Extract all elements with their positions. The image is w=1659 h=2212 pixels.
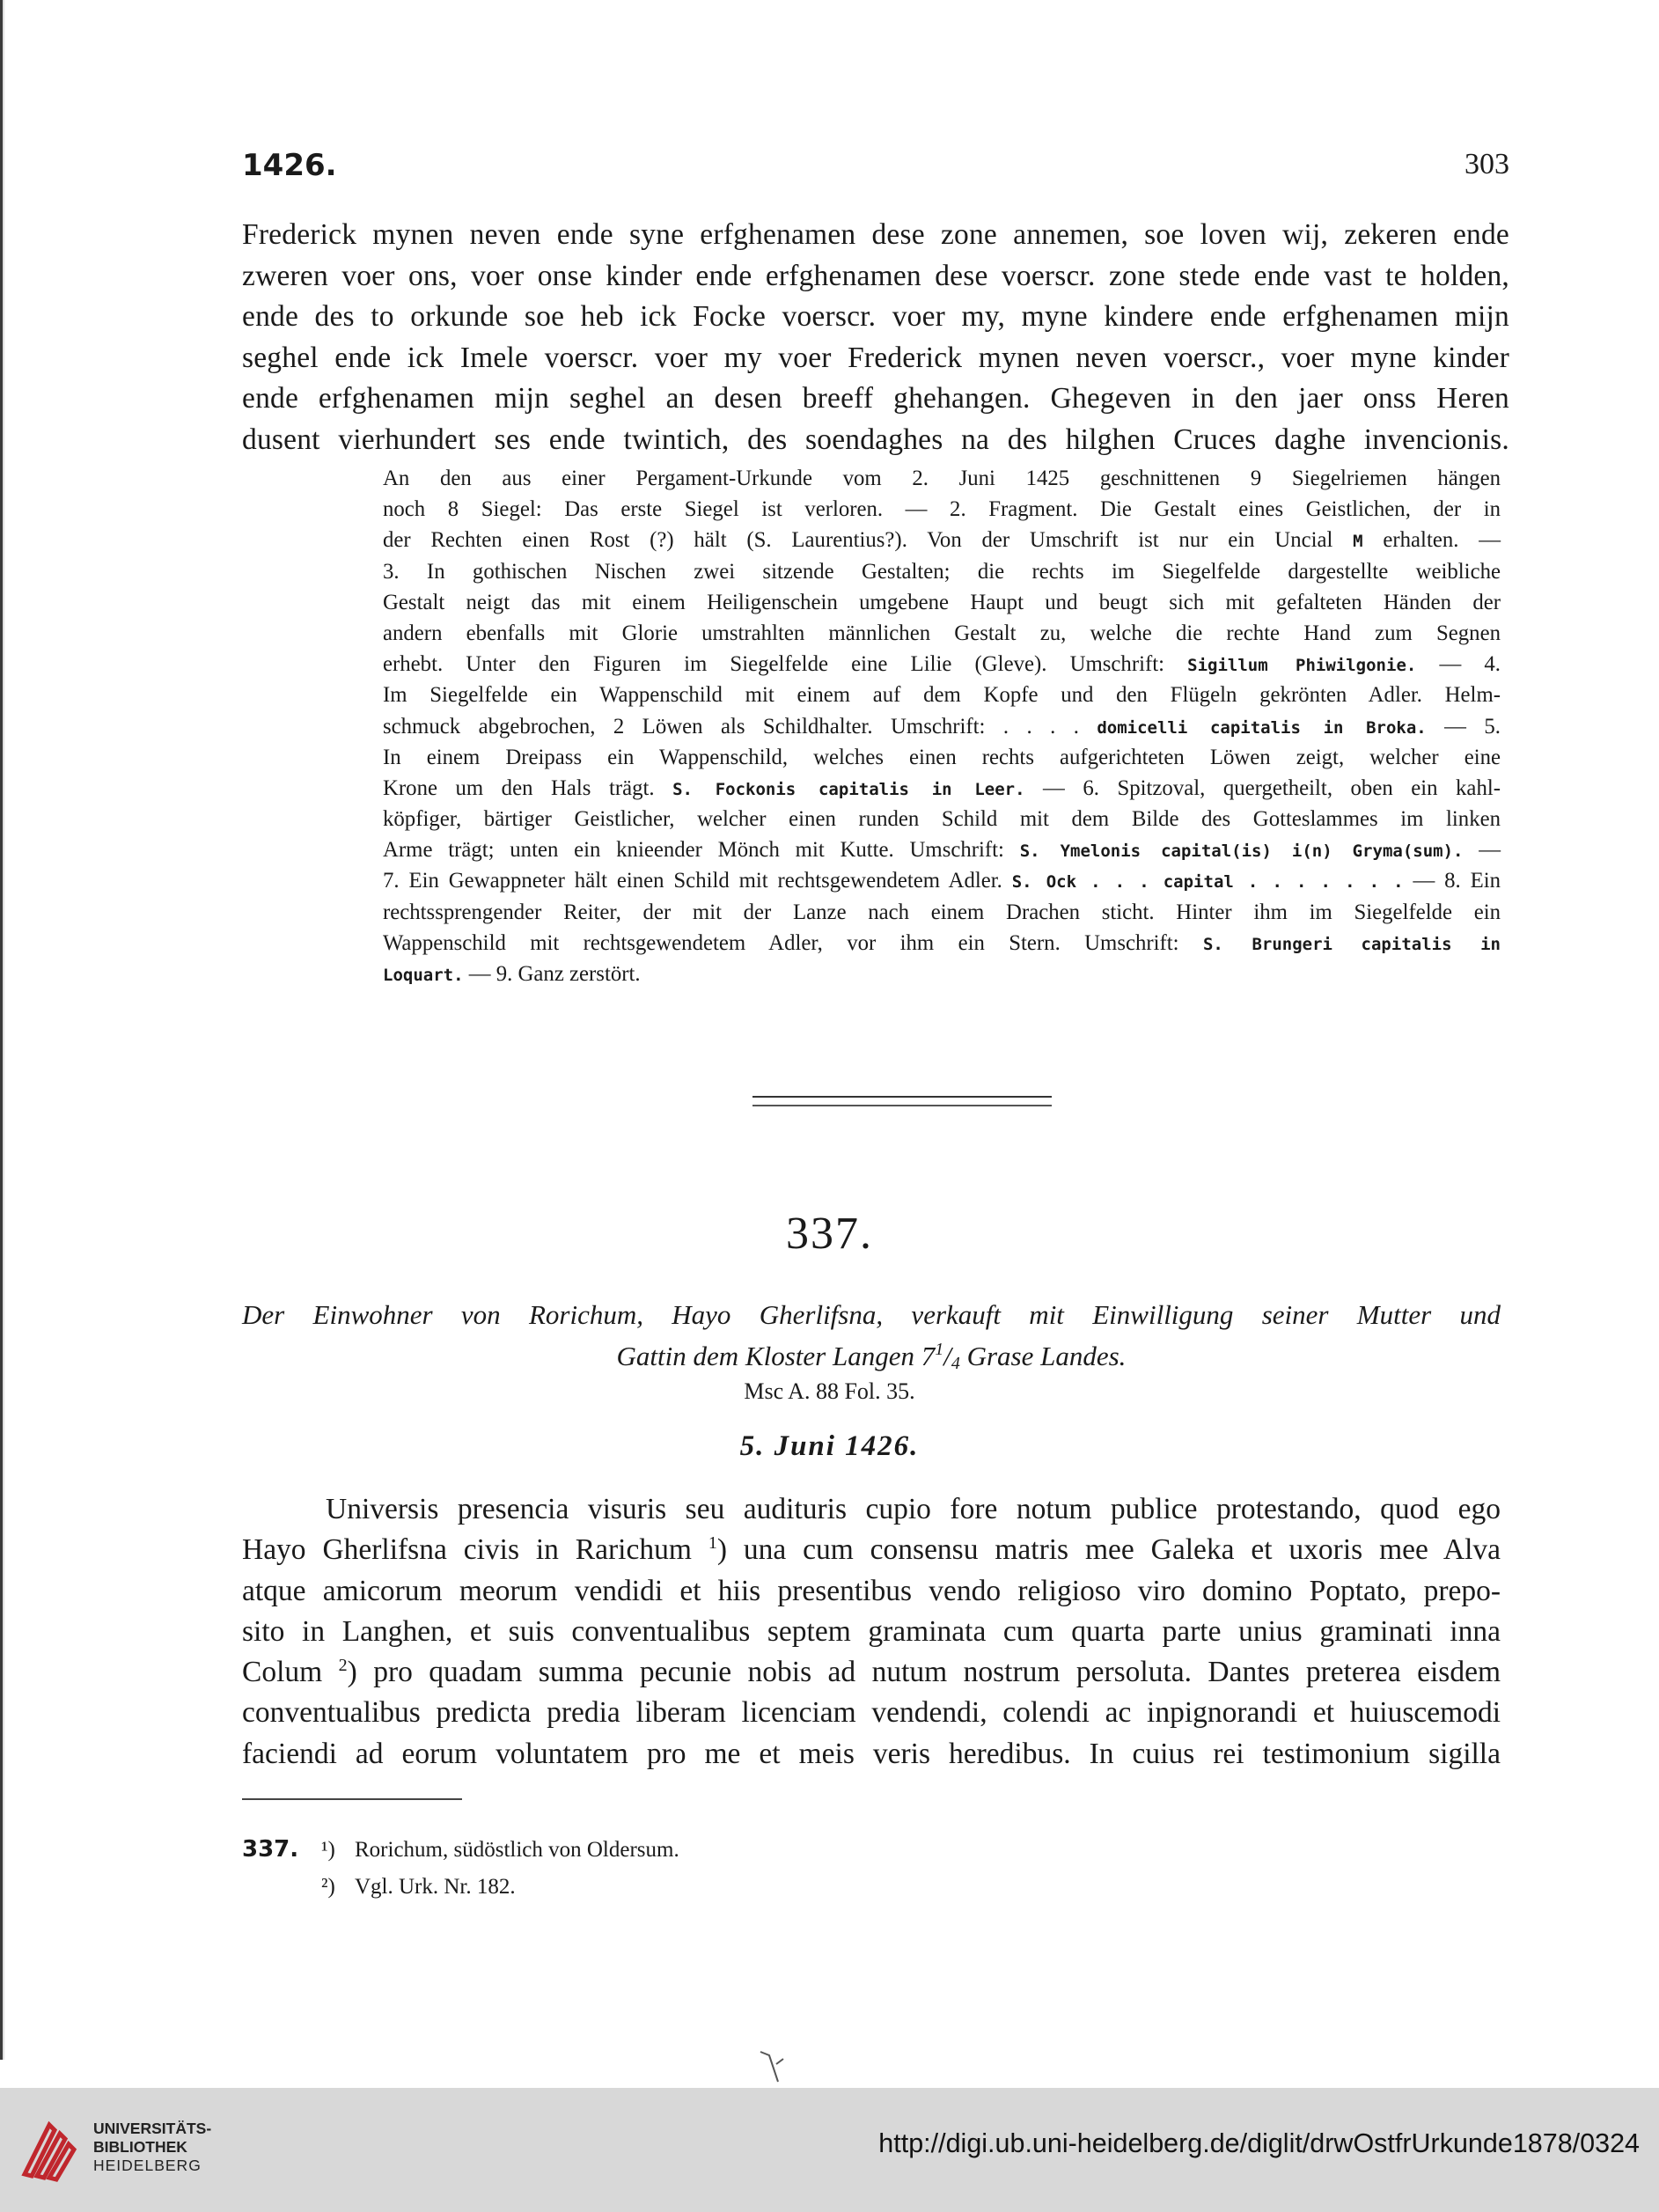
footnote-ref: 2 [338,1656,348,1676]
text-line: ende des to orkunde soe heb ick Focke voerscr. voer my, myne kindere ende erfghenamen mijn [242,300,1509,333]
legend-text: M [1353,532,1363,552]
document-regest [242,1294,1501,1385]
legend-text: S. Fockonis capitalis in Leer. [672,779,1025,799]
legend-text: S. Ock . . . capital . . . . . . . [1011,872,1404,893]
note-text: — 8. Ein [1413,869,1501,893]
text-line: dusent vierhundert ses ende twintich, des soendaghes na des hilghen Cruces daghe invencionis. [242,423,1509,456]
footnotes [242,1831,679,1906]
seal-description-note [383,463,1501,989]
continuation-text [242,215,1509,460]
document-number: 337. [786,1209,873,1259]
note-line: noch 8 Siegel: Das erste Siegel ist verloren. — 2. Fragment. Die Gestalt eines Geistlichen, der in [383,497,1501,522]
text-line: zweren voer ons, voer onse kinder ende erfghenamen dese voerscr. zone stede ende vast te holden, [242,259,1509,292]
text-line: ende erfghenamen mijn seghel an desen breeff ghehangen. Ghegeven in den jaer onss Heren [242,382,1509,415]
permalink-url[interactable]: http://digi.ub.uni-heidelberg.de/diglit/drwOstfrUrkunde1878/0324 [878,2128,1640,2158]
note-line [383,865,1501,896]
regest-text: Gattin dem Kloster Langen 7 [616,1341,936,1371]
note-text: erhebt. Unter den Figuren im Siegelfelde eine Lilie (Gleve). Umschrift: [383,652,1165,677]
page-number: 303 [1464,148,1509,180]
note-line [383,649,1501,680]
note-line [383,834,1501,865]
body-text: Colum [242,1656,323,1689]
document-date: 5. Juni 1426. [739,1430,920,1462]
body-line [242,1530,1501,1570]
note-text: erhalten. — [1383,528,1501,553]
legend-text: Loquart. [383,966,464,985]
footnote-text: Rorichum, südöstlich von Oldersum. [355,1838,679,1862]
note-line [383,711,1501,742]
legend-text: S. Brungeri capitalis in [1202,934,1501,954]
body-line [242,1652,1501,1693]
note-text: Krone um den Hals trägt. [383,775,655,800]
note-text: Wappenschild mit rechtsgewendetem Adler, vor ihm ein Stern. Umschrift: [383,930,1179,955]
body-text: Hayo Gherlifsna civis in Rarichum [242,1533,692,1567]
library-name-line: BIBLIOTHEK [93,2138,187,2156]
library-name [93,2120,211,2175]
note-text: 7. Ein Gewappneter hält einen Schild mit rechtsgewendetem Adler. [383,869,1002,893]
footnote-text: Vgl. Urk. Nr. 182. [355,1875,516,1899]
scan-smudge [757,2047,792,2091]
body-text: ) pro quadam summa pecunie nobis ad nutum nostrum persoluta. Dantes preterea eisdem [347,1656,1501,1689]
document-body [242,1489,1501,1775]
footnote-mark: ¹) [321,1838,335,1862]
note-text: — 9. Ganz zerstört. [468,962,641,986]
section-divider [752,1096,1052,1106]
regest-line: Gattin dem Kloster Langen $7^1/4$ Grase Landes. [616,1340,1127,1373]
footnote-rule [242,1798,462,1800]
note-line [383,928,1501,959]
note-text: schmuck abgebrochen, 2 Löwen als Schildhalter. Umschrift: . . . . [383,714,1079,739]
note-line: In einem Dreipass ein Wappenschild, welches einen rechts aufgerichteten Löwen zeigt, welcher eine [383,745,1501,769]
note-line: Im Siegelfelde ein Wappenschild mit einem auf dem Kopfe und den Flügeln gekrönten Adler. Helm- [383,683,1501,708]
running-head-year: 1426. [242,148,337,183]
document-source: Msc A. 88 Fol. 35. [744,1378,915,1404]
legend-text: Sigillum Phiwilgonie. [1187,656,1417,676]
footnote-doc-ref: 337. [242,1836,299,1863]
footnote-ref: 1 [708,1533,717,1554]
note-text: — 6. Spitzoval, quergetheilt, oben ein kahl- [1043,775,1501,800]
legend-text: S. Ymelonis capital(is) i(n) Gryma(sum). [1019,841,1464,862]
note-line: andern ebenfalls mit Glorie umstrahlten männlichen Gestalt zu, welche die rechte Hand zum Segnen [383,621,1501,645]
note-line: Gestalt neigt das mit einem Heiligenschein umgebene Haupt und beugt sich mit gefalteten Händen der [383,590,1501,614]
note-line: An den aus einer Pergament-Urkunde vom 2. Juni 1425 geschnittenen 9 Siegelriemen hängen [383,467,1501,490]
library-logo-icon [19,2113,77,2183]
note-line [383,525,1501,555]
body-line: sito in Langhen, et suis conventualibus septem graminata cum quarta parte unius graminati inna [242,1614,1501,1648]
body-text: ) una cum consensu matris mee Galeka et uxoris mee Alva [716,1533,1501,1567]
legend-text: domicelli capitalis in Broka. [1097,717,1427,738]
note-text: — [1479,838,1501,863]
text-line: Frederick mynen neven ende syne erfghenamen dese zone annemen, soe loven wij, zekeren ende [242,218,1509,251]
library-name-line: UNIVERSITÄTS- [93,2120,212,2137]
library-footer [0,2088,1659,2212]
note-text: — 5. [1444,714,1501,739]
footnote-mark: ²) [321,1875,335,1899]
body-line: faciendi ad eorum voluntatem pro me et meis veris heredibus. In cuius rei testimonium sigilla [242,1737,1501,1770]
regest-line: Der Einwohner von Rorichum, Hayo Gherlifsna, verkauft mit Einwilligung seiner Mutter und [242,1299,1501,1330]
body-line: conventualibus predicta predia liberam licenciam vendendi, colendi ac inpignorandi et huiuscemodi [242,1696,1501,1730]
footnote-1 [242,1831,679,1869]
fraction-numerator: 1 [935,1340,944,1359]
scan-edge [0,0,5,2060]
note-line [383,773,1501,804]
note-text: Arme trägt; unten ein knieender Mönch mit Kutte. Umschrift: [383,838,1004,863]
note-line [383,959,1501,989]
text-line: seghel ende ick Imele voerscr. voer my voer Frederick mynen neven voerscr., voer myne kinder [242,341,1509,374]
regest-text: Grase Landes. [959,1341,1127,1371]
note-text: — 4. [1439,652,1501,677]
footnote-2 [242,1869,679,1906]
body-line: Universis presencia visuris seu audituris cupio fore notum publice protestando, quod ego [326,1493,1501,1525]
note-text: der Rechten einen Rost (?) hält (S. Laurentius?). Von der Umschrift ist nur ein Uncial [383,528,1333,553]
note-line: rechtssprengender Reiter, der mit der Lanze nach einem Drachen sticht. Hinter ihm im Siegelfelde ein [383,900,1501,924]
fraction-denominator: 4 [951,1354,960,1373]
body-line: atque amicorum meorum vendidi et hiis presentibus vendo religioso viro domino Poptato, prepo- [242,1574,1501,1607]
note-line: 3. In gothischen Nischen zwei sitzende Gestalten; die rechts im Siegelfelde dargestellte weibliche [383,559,1501,584]
note-line: köpfiger, bärtiger Geistlicher, welcher einen runden Schild mit dem Bilde des Gotteslammes im linken [383,807,1501,832]
library-name-line: HEIDELBERG [93,2157,202,2174]
